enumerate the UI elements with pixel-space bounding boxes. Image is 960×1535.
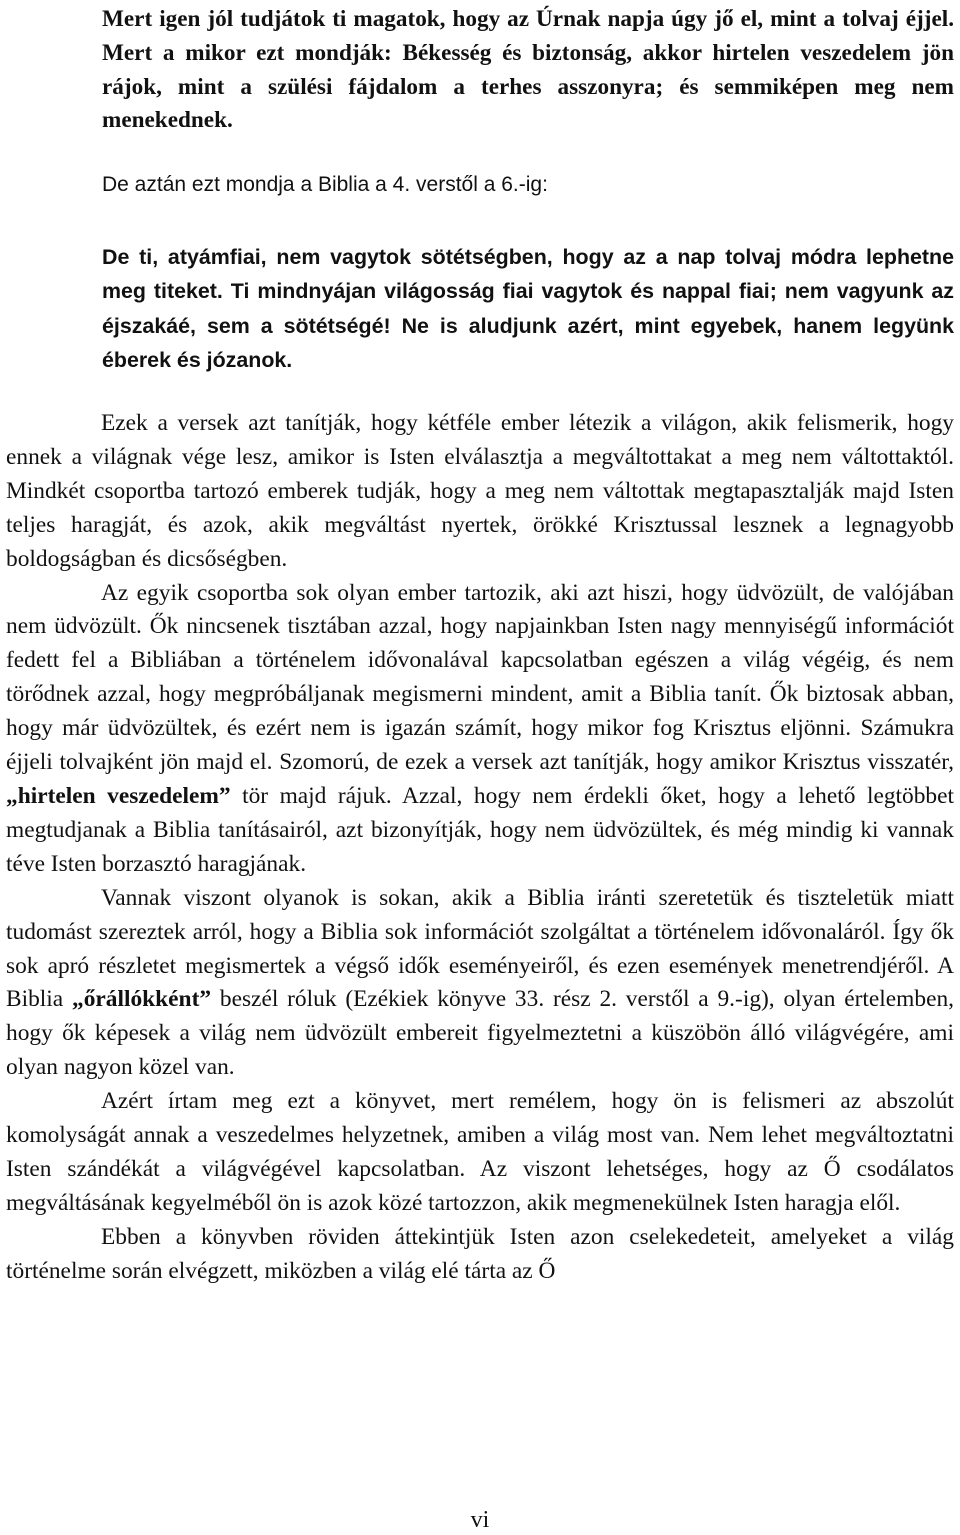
- body-text: [6, 407, 954, 1289]
- paragraph-3-text-a: Vannak viszont olyanok is sokan, akik a Biblia iránti szeretetük és tiszteletük miatt tudomást szereztek arról, hogy a Biblia sok információt szolgáltat a történelem idővonaláról. Így ők sok apró részletet megismertek a végső idők eseményeiről, és ezen események menetrendjéről. A Biblia: [6, 884, 954, 1013]
- page-number: vi: [470, 1507, 490, 1533]
- paragraph-3-text-b: beszél róluk (Ezékiek könyve 33. rész 2. verstől a 9.-ig), olyan értelemben, hogy ők képesek a világ nem üdvözült embereit figyelmeztetni a küszöbön álló világvégére, ami olyan nagyon közel van.: [6, 986, 954, 1081]
- paragraph-4: Azért írtam meg ezt a könyvet, mert remélem, hogy ön is felismeri az abszolút komolyságát annak a veszedelmes helyzetnek, amiben a világ most van. Nem lehet megváltoztatni Isten szándékát a világvégével kapcsolatban. Az viszont lehetséges, hogy az Ő csodálatos megváltásának kegyelméből ön is azok közé tartozzon, akik megmenekülnek Isten haragja elől.: [6, 1088, 954, 1216]
- paragraph-2-bold-phrase: „hirtelen veszedelem”: [6, 782, 231, 809]
- paragraph-2-text-a: Az egyik csoportba sok olyan ember tartozik, aki azt hiszi, hogy üdvözült, de valójában nem üdvözült. Ők nincsenek tisztában azzal, hogy napjainkban Isten nagy mennyiségű információt fedett fel a Bibliában a történelem idővonalával kapcsolatban egészen a világ végéig, és nem törődnek azzal, hogy megpróbáljanak megismerni mindent, amit a Biblia tanít. Ők biztosak abban, hogy már üdvözültek, és ezért nem is igazán számít, hogy mikor fog Krisztus eljönni. Számukra éjjeli tolvajként jön majd el. Szomorú, de ezek a versek azt tanítják, hogy amikor Krisztus visszatér,: [6, 579, 954, 776]
- paragraph-2-text-b: tör majd rájuk. Azzal, hogy nem érdekli őket, hogy a lehető legtöbbet megtudjanak a Biblia tanításairól, azt bizonyítják, hogy nem üdvözültek, és még mindig ki vannak téve Isten borzasztó haragjának.: [6, 782, 954, 877]
- bible-quote-1: Mert igen jól tudjátok ti magatok, hogy az Úrnak napja úgy jő el, mint a tolvaj éjjel. Mert a mikor ezt mondják: Békesség és biztonság, akkor hirtelen veszedelem jön rájok, mint a szülési fájdalom a terhes asszonyra; és semmiképen meg nem menekednek.: [102, 6, 954, 134]
- paragraph-5: Ebben a könyvben röviden áttekintjük Isten azon cselekedeteit, amelyeket a világ történelme során elvégzett, miközben a világ elé tárta az Ő: [6, 1223, 954, 1284]
- paragraph-1: Ezek a versek azt tanítják, hogy kétféle ember létezik a világon, akik felismerik, hogy ennek a világnak vége lesz, amikor is Isten elválasztja a megváltottakat a meg nem váltottaktól. Mindkét csoportba tartozó emberek tudják, hogy a meg nem váltottak megtapasztalják majd Isten teljes haragját, és azok, akik megváltást nyertek, örökké Krisztussal lesznek a legnagyobb boldogságban és dicsőségben.: [6, 410, 954, 572]
- paragraph-2: [6, 577, 954, 882]
- bible-quote-2: De ti, atyámfiai, nem vagytok sötétségben, hogy az a nap tolvaj módra lephetne meg titeket. Ti mindnyájan világosság fiai vagytok és nappal fiai; nem vagyunk az éjszakáé, sem a sötétségé! Ne is aludjunk azért, mint egyebek, hanem legyünk éberek és józanok.: [102, 245, 954, 372]
- intro-line: De aztán ezt mondja a Biblia a 4. verstől a 6.-ig:: [102, 173, 548, 196]
- paragraph-3-bold-phrase: „őrállókként”: [72, 986, 212, 1013]
- paragraph-3: [6, 882, 954, 1085]
